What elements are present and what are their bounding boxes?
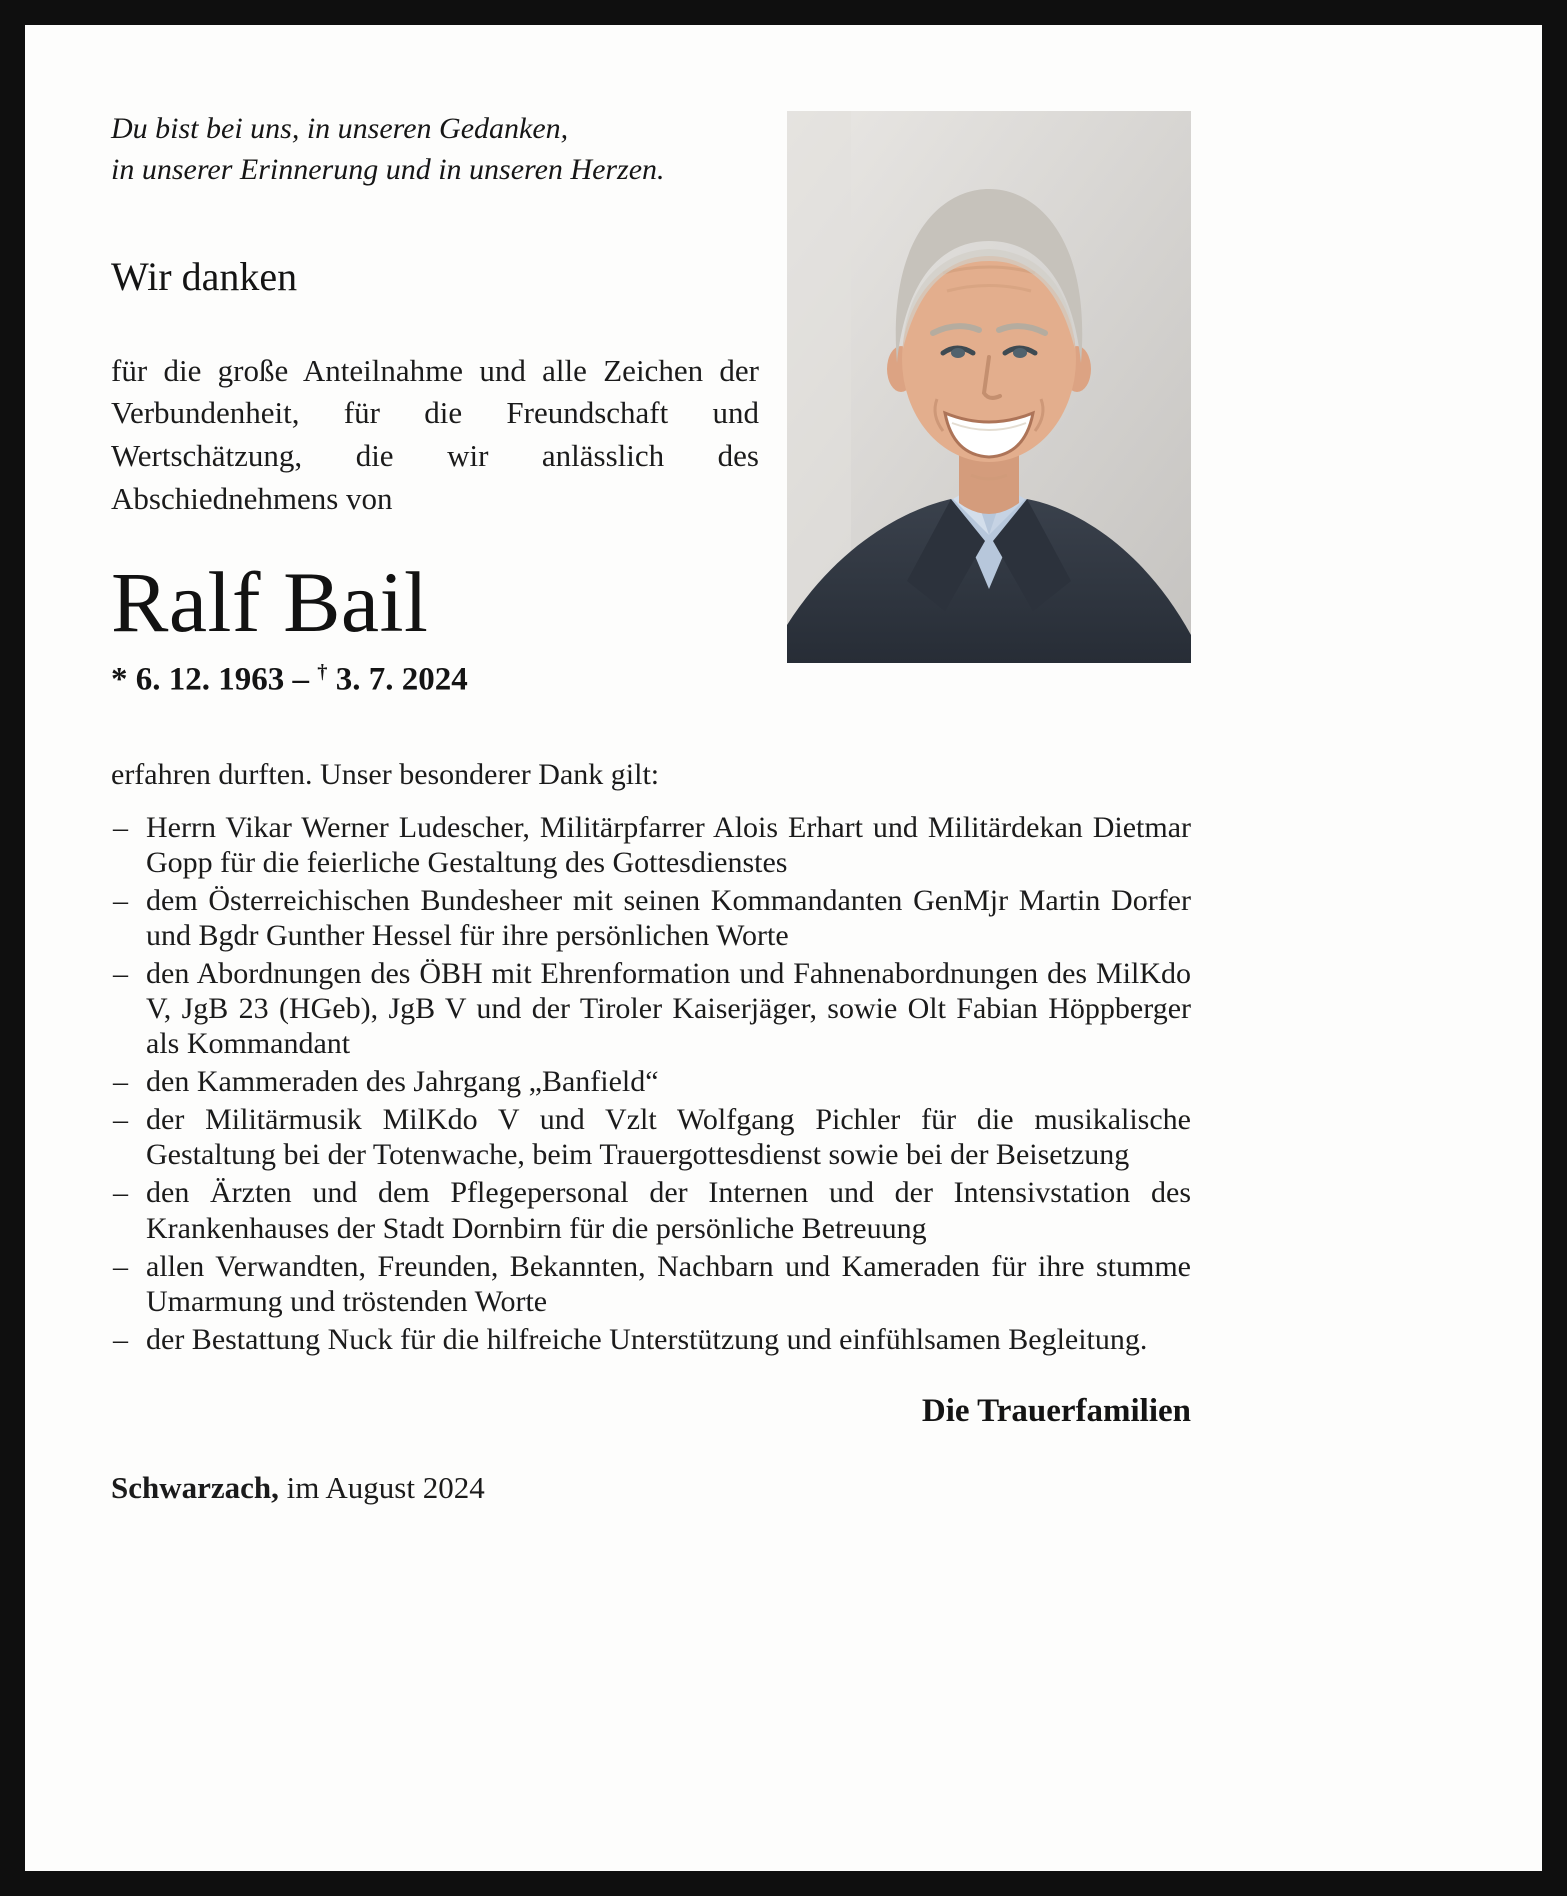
list-dash: – bbox=[113, 1322, 128, 1356]
list-item bbox=[111, 1064, 1191, 1099]
signature: Die Trauerfamilien bbox=[921, 1392, 1191, 1429]
portrait-photo bbox=[787, 111, 1191, 663]
life-dates bbox=[111, 661, 759, 698]
list-dash: – bbox=[113, 956, 128, 990]
list-item-text: den Ärzten und dem Pflegepersonal der Internen und der Intensivstation des Krankenhauses der Stadt Dornbirn für die persönliche Betreuung bbox=[146, 1176, 1191, 1245]
header-row bbox=[111, 109, 1205, 699]
list-item bbox=[111, 1249, 1191, 1319]
birth-date: 6. 12. 1963 bbox=[135, 661, 285, 698]
dates-separator: – bbox=[292, 661, 309, 698]
list-item bbox=[111, 1322, 1191, 1357]
death-symbol: † bbox=[317, 661, 328, 684]
obituary-content bbox=[25, 25, 1205, 1506]
list-item-text: der Militärmusik MilKdo V und Vzlt Wolfgang Pichler für die musikalische Gestaltung bei der Totenwache, beim Trauergottesdienst sowie bei der Beisetzung bbox=[146, 1103, 1191, 1172]
list-dash: – bbox=[113, 1103, 128, 1137]
thanks-heading: Wir danken bbox=[111, 253, 298, 299]
birth-symbol: * bbox=[111, 661, 128, 698]
epigraph-line-1: Du bist bei uns, in unseren Gedanken, bbox=[111, 112, 569, 145]
list-item-text: den Kammeraden des Jahrgang „Banfield“ bbox=[146, 1065, 659, 1099]
death-date: 3. 7. 2024 bbox=[335, 661, 468, 698]
portrait-illustration bbox=[787, 111, 1191, 663]
closing-place: Schwarzach, bbox=[111, 1469, 279, 1505]
list-dash: – bbox=[113, 1065, 128, 1099]
closing-date: im August 2024 bbox=[286, 1469, 485, 1505]
intro-paragraph: für die große Anteilnahme und alle Zeichen der Verbundenheit, für die Freundschaft und Wertschätzung, die wir anlässlich des Abschiednehmens von bbox=[111, 352, 759, 516]
list-intro: erfahren durften. Unser besonderer Dank gilt: bbox=[111, 757, 660, 791]
closing-line bbox=[111, 1470, 1191, 1506]
list-item bbox=[111, 956, 1191, 1061]
epigraph bbox=[111, 109, 759, 191]
list-dash: – bbox=[113, 1176, 128, 1210]
acknowledgement-section bbox=[111, 755, 1191, 1506]
epigraph-line-2: in unserer Erinnerung und in unseren Herzen. bbox=[111, 152, 665, 186]
list-item-text: Herrn Vikar Werner Ludescher, Militärpfarrer Alois Erhart und Militärdekan Dietmar Gopp für die feierliche Gestaltung des Gottesdienstes bbox=[146, 810, 1191, 879]
list-item bbox=[111, 883, 1191, 953]
list-item-text: der Bestattung Nuck für die hilfreiche Unterstützung und einfühlsamen Begleitung. bbox=[146, 1322, 1148, 1356]
list-dash: – bbox=[113, 810, 128, 844]
list-item bbox=[111, 810, 1191, 880]
list-item-text: dem Österreichischen Bundesheer mit seinen Kommandanten GenMjr Martin Dorfer und Bgdr Gunther Hessel für ihre persönlichen Worte bbox=[146, 883, 1191, 952]
list-item bbox=[111, 1102, 1191, 1172]
list-dash: – bbox=[113, 1249, 128, 1283]
list-item bbox=[111, 1175, 1191, 1245]
text-column bbox=[111, 109, 759, 699]
list-item-text: den Abordnungen des ÖBH mit Ehrenformation und Fahnenabordnungen des MilKdo V, JgB 23 (HGeb), JgB V und der Tiroler Kaiserjäger, sowie Olt Fabian Höppberger als Kommandant bbox=[146, 956, 1191, 1061]
list-dash: – bbox=[113, 883, 128, 917]
thanks-list bbox=[111, 810, 1191, 1357]
list-item-text: allen Verwandten, Freunden, Bekannten, Nachbarn und Kameraden für ihre stumme Umarmung und tröstenden Worte bbox=[146, 1249, 1191, 1318]
deceased-name: Ralf Bail bbox=[111, 553, 429, 650]
